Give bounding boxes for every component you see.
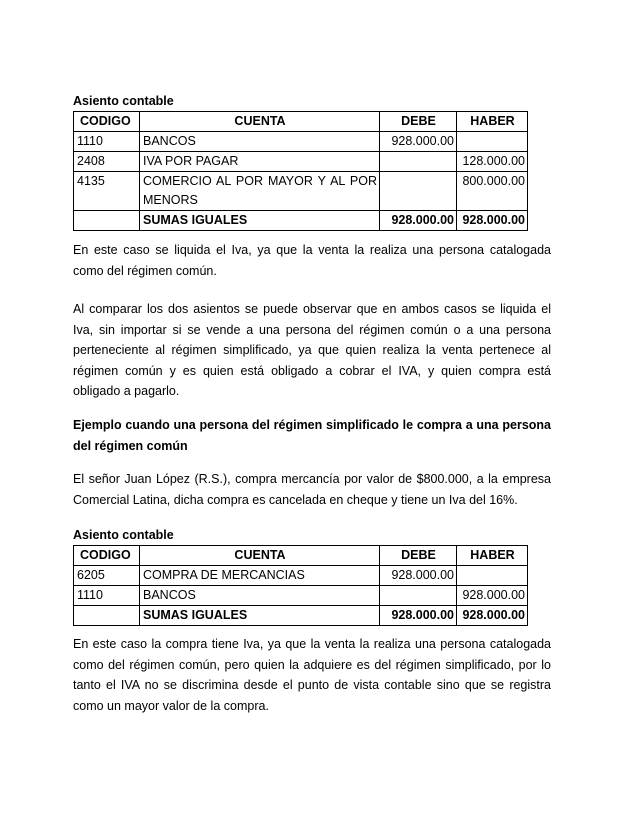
total-label: SUMAS IGUALES [140,211,380,231]
header-cuenta: CUENTA [140,546,380,566]
paragraph-2: Al comparar los dos asientos se puede observar que en ambos casos se liquida el Iva, sin importar si se vende a una persona del régimen común o a una persona perteneciente al régimen simplificado, ya que quien realiza la venta pertenece al régimen común y es quien está obligado a cobrar el IVA, y quien compra está obligado a pagarlo. [73,302,551,399]
section-1 [73,93,551,231]
header-codigo: CODIGO [74,112,140,132]
section-1-heading: Asiento contable [73,94,174,108]
cell-cuenta: IVA POR PAGAR [140,152,380,172]
cell-codigo: 2408 [74,152,140,172]
section-2 [73,527,551,626]
cell-debe [380,172,457,211]
total-debe: 928.000.00 [380,211,457,231]
cell-codigo: 4135 [74,172,140,211]
paragraph-3: El señor Juan López (R.S.), compra mercancía por valor de $800.000, a la empresa Comercial Latina, dicha compra es cancelada en cheque y tiene un Iva del 16%. [73,472,551,507]
cell-debe [380,152,457,172]
header-cuenta: CUENTA [140,112,380,132]
example-title: Ejemplo cuando una persona del régimen simplificado le compra a una persona del régimen común [73,418,551,453]
cell-cuenta: COMERCIO AL POR MAYOR Y AL POR MENORS [140,172,380,211]
cell-haber: 928.000.00 [457,586,528,606]
total-debe: 928.000.00 [380,606,457,626]
cell-cuenta: BANCOS [140,132,380,152]
total-haber: 928.000.00 [457,606,528,626]
paragraph-4: En este caso la compra tiene Iva, ya que la venta la realiza una persona catalogada como del régimen común, pero quien la adquiere es del régimen simplificado, por lo tanto el IVA no se discrimina desde el punto de vista contable sino que se registra como un mayor valor de la compra. [73,637,551,713]
cell-codigo-empty [74,606,140,626]
cell-haber: 800.000.00 [457,172,528,211]
total-haber: 928.000.00 [457,211,528,231]
cell-haber [457,132,528,152]
header-debe: DEBE [380,546,457,566]
cell-cuenta: BANCOS [140,586,380,606]
table-row [74,566,528,586]
section-2-heading: Asiento contable [73,528,174,542]
header-codigo: CODIGO [74,546,140,566]
header-debe: DEBE [380,112,457,132]
table-header-row [74,112,528,132]
cell-debe [380,586,457,606]
cell-codigo-empty [74,211,140,231]
journal-table-2 [73,545,528,626]
cell-haber: 128.000.00 [457,152,528,172]
table-row [74,586,528,606]
table-total-row [74,211,528,231]
cell-codigo: 1110 [74,132,140,152]
paragraph-1: En este caso se liquida el Iva, ya que la venta la realiza una persona catalogada como del régimen común. [73,243,551,278]
cell-debe: 928.000.00 [380,566,457,586]
cell-codigo: 1110 [74,586,140,606]
table-total-row [74,606,528,626]
table-row [74,152,528,172]
cell-cuenta: COMPRA DE MERCANCIAS [140,566,380,586]
cell-debe: 928.000.00 [380,132,457,152]
header-haber: HABER [457,112,528,132]
journal-table-1 [73,111,528,231]
table-row [74,172,528,211]
cell-haber [457,566,528,586]
header-haber: HABER [457,546,528,566]
table-row [74,132,528,152]
table-header-row [74,546,528,566]
total-label: SUMAS IGUALES [140,606,380,626]
cell-codigo: 6205 [74,566,140,586]
